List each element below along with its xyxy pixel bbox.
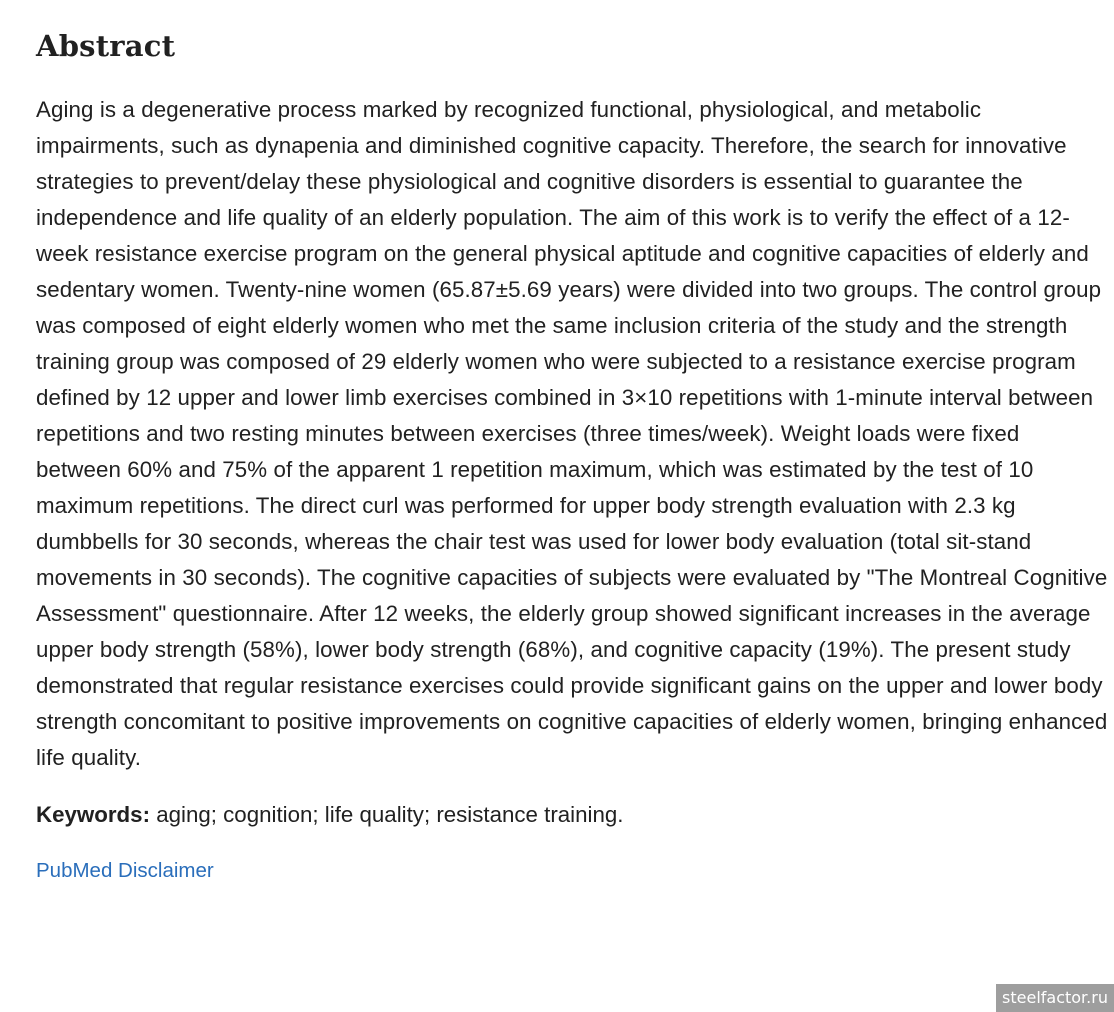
keywords [36,797,1110,833]
abstract-section [36,26,1110,885]
abstract-heading: Abstract [36,29,176,63]
watermark: steelfactor.ru [996,984,1114,1012]
abstract-body: Aging is a degenerative process marked by recognized functional, physiological, and metabolic impairments, such as dynapenia and diminished cognitive capacity. Therefore, the search for innovative strategies to prevent/delay these physiological and cognitive disorders is essential to guarantee the independence and life quality of an elderly population. The aim of this work is to verify the effect of a 12-week resistance exercise program on the general physical aptitude and cognitive capacities of elderly and sedentary women. Twenty-nine women (65.87±5.69 years) were divided into two groups. The control group was composed of eight elderly women who met the same inclusion criteria of the study and the strength training group was composed of 29 elderly women who were subjected to a resistance exercise program defined by 12 upper and lower limb exercises combined in 3×10 repetitions with 1-minute interval between repetitions and two resting minutes between exercises (three times/week). Weight loads were fixed between 60% and 75% of the apparent 1 repetition maximum, which was estimated by the test of 10 maximum repetitions. The direct curl was performed for upper body strength evaluation with 2.3 kg dumbbells for 30 seconds, whereas the chair test was used for lower body evaluation (total sit-stand movements in 30 seconds). The cognitive capacities of subjects were evaluated by "The Montreal Cognitive Assessment" questionnaire. After 12 weeks, the elderly group showed significant increases in the average upper body strength (58%), lower body strength (68%), and cognitive capacity (19%). The present study demonstrated that regular resistance exercises could provide significant gains on the upper and lower body strength concomitant to positive improvements on cognitive capacities of elderly women, bringing enhanced life quality. [36,97,1108,770]
keywords-value: aging; cognition; life quality; resistance training. [156,802,624,827]
keywords-label: Keywords: [36,802,150,827]
pubmed-disclaimer-link[interactable]: PubMed Disclaimer [36,859,214,882]
